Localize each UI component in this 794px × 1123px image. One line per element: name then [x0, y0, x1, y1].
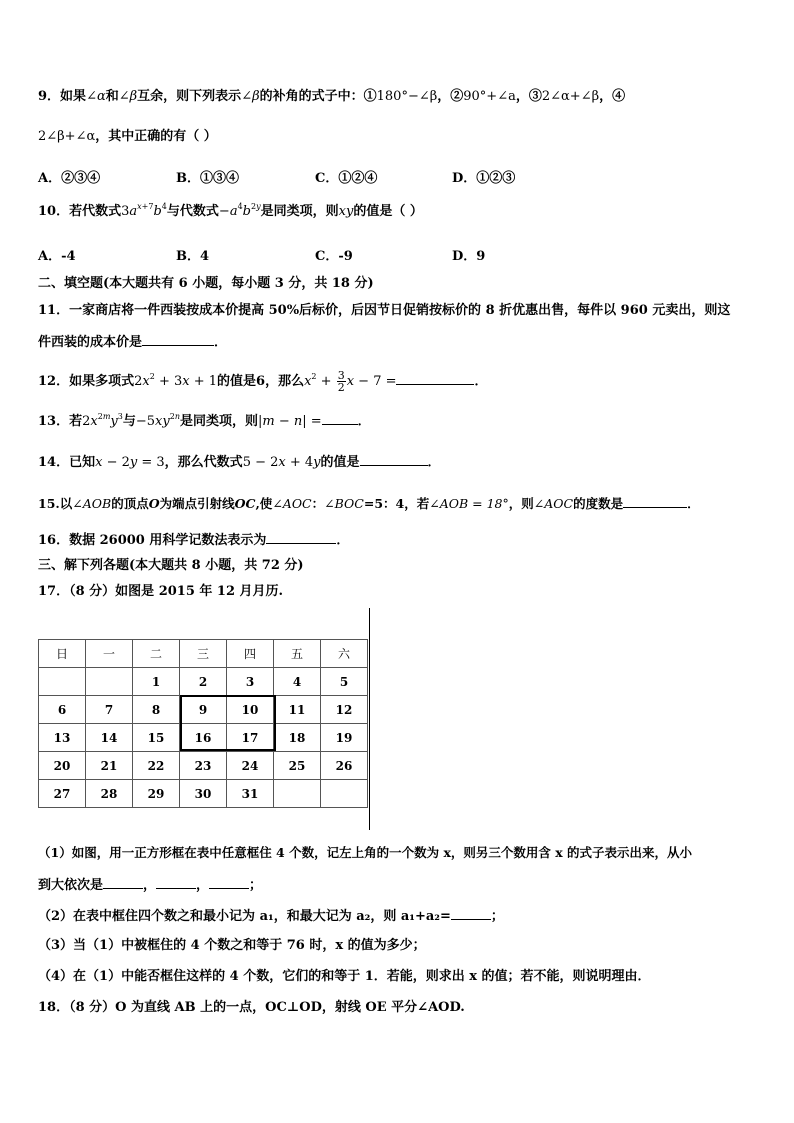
- calendar-cell: 8: [133, 696, 180, 724]
- calendar-cell: 31: [227, 780, 274, 808]
- answer-blank[interactable]: [451, 906, 491, 920]
- calendar-cell: 17: [227, 724, 274, 752]
- text: 13．若: [38, 414, 83, 429]
- section-2-heading: 二、填空题(本大题共有 6 小题，每小题 3 分，共 18 分): [38, 276, 374, 291]
- calendar-cell: 20: [39, 752, 86, 780]
- text: ，③: [515, 89, 542, 104]
- text: （2）在表中框住四个数之和最小记为 a₁，和最大记为 a₂，则 a₁+a₂=: [38, 909, 451, 924]
- calendar-cell: 27: [39, 780, 86, 808]
- answer-blank[interactable]: [623, 494, 687, 508]
- math: OC: [234, 496, 256, 511]
- q17-part3: （3）当（1）中被框住的 4 个数之和等于 76 时，x 的值为多少；: [38, 938, 426, 953]
- text: 与: [122, 414, 136, 429]
- text: 的顶点: [111, 496, 149, 511]
- calendar-cell: 29: [133, 780, 180, 808]
- calendar-cell: 21: [86, 752, 133, 780]
- text: 15.以: [38, 496, 73, 511]
- math-a4b2y: $-a^4b^{2y}$: [218, 202, 261, 219]
- calendar-cell: 3: [227, 668, 274, 696]
- calendar-cell: 16: [180, 724, 227, 752]
- text: 是同类项，则: [179, 414, 258, 429]
- math: 2∠α+∠β: [541, 89, 600, 104]
- math-expression: 5 − 2x + 4y: [242, 455, 321, 470]
- answer-blank[interactable]: [209, 875, 249, 889]
- text: 如果: [60, 89, 87, 104]
- calendar-row: [39, 752, 368, 780]
- answer-blank[interactable]: [103, 875, 143, 889]
- text: 14．已知: [38, 455, 96, 470]
- calendar-cell: 6: [39, 696, 86, 724]
- math-3a: $3a^{x+7}b^4$: [121, 202, 167, 219]
- calendar-cell: [39, 668, 86, 696]
- text: 12．如果多项式: [38, 374, 135, 389]
- math: 2∠β+∠α: [38, 129, 96, 144]
- answer-blank[interactable]: [322, 411, 358, 425]
- calendar-cell: 10: [227, 696, 274, 724]
- q17-title: 17．（8 分）如图是 2015 年 12 月月历.: [38, 584, 284, 599]
- q16-line: 16．数据 26000 用科学记数法表示为 ．: [38, 530, 349, 550]
- calendar-cell: 15: [133, 724, 180, 752]
- text: ：: [311, 496, 325, 511]
- math-given: x − 2y = 3: [95, 455, 165, 470]
- calendar-cell: 5: [321, 668, 368, 696]
- math: 90°+∠a: [463, 89, 516, 104]
- calendar-header-row: [39, 640, 368, 668]
- text: ，那么代数式: [164, 455, 243, 470]
- q18-line: 18．（8 分）O 为直线 AB 上的一点，OC⊥OD，射线 OE 平分∠AOD.: [38, 1000, 465, 1015]
- weekday-header: 六: [321, 640, 368, 668]
- text: 件西装的成本价是: [38, 335, 143, 350]
- math-expression: $x^2$ + $\frac{3}{2}$ x − 7 =: [304, 369, 397, 394]
- q15-line: 15.以∠AOB的顶点O为端点引射线OC,使∠AOC：∠BOC=5：4，若∠AOB = 18°，则∠AOC的度数是 ．: [38, 496, 700, 511]
- weekday-header: 二: [133, 640, 180, 668]
- math: O: [148, 496, 160, 511]
- calendar-cell: 7: [86, 696, 133, 724]
- text: ，其中正确的有（ ）: [95, 129, 217, 144]
- text: ，②: [437, 89, 464, 104]
- math: ∠BOC: [324, 496, 364, 511]
- calendar-cell: 2: [180, 668, 227, 696]
- calendar-cell: 1: [133, 668, 180, 696]
- q9-number: 9．: [38, 89, 61, 104]
- weekday-header: 一: [86, 640, 133, 668]
- text: =5：4，若: [363, 496, 430, 511]
- q9-line2: [38, 128, 217, 146]
- weekday-header: 三: [180, 640, 227, 668]
- calendar-cell: 11: [274, 696, 321, 724]
- weekday-header: 日: [39, 640, 86, 668]
- section-3-heading: 三、解下列各题(本大题共 8 小题，共 72 分): [38, 558, 304, 573]
- math: ∠β: [118, 89, 138, 104]
- text: 互余，则下列表示: [137, 89, 242, 104]
- math-term1: $2x^{2m}y^3$: [82, 412, 123, 429]
- q13-line: 13．若$2x^{2m}y^3$与$-5xy^{2n}$是同类项，则|m − n| = ．: [38, 412, 371, 429]
- q9-option-d: D．①②③: [452, 171, 516, 186]
- calendar-cell: 22: [133, 752, 180, 780]
- math: ∠β: [241, 89, 260, 104]
- math-term2: $-5xy^{2n}$: [135, 412, 180, 429]
- q14-line: 14．已知x − 2y = 3，那么代数式5 − 2x + 4y的值是 ．: [38, 452, 441, 472]
- text: 是同类项，则: [260, 204, 339, 219]
- q10-line: [38, 203, 423, 221]
- q11-line1: 11．一家商店将一件西装按成本价提高 50%后标价，后因节日促销按标价的 8 折优惠出售，每件以 960 元卖出，则这: [38, 303, 731, 318]
- text: 若代数式: [69, 204, 122, 219]
- q9-option-a: A．②③④: [38, 171, 101, 186]
- text: 16．数据 26000 用科学记数法表示为: [38, 533, 267, 548]
- math: ∠AOC: [272, 496, 312, 511]
- text: 的值是6，那么: [217, 374, 305, 389]
- math: ∠AOB: [72, 496, 112, 511]
- q17-part2: （2）在表中框住四个数之和最小记为 a₁，和最大记为 a₂，则 a₁+a₂= ；: [38, 906, 504, 926]
- math-xy: xy: [338, 204, 354, 219]
- calendar-row: [39, 696, 368, 724]
- text: ，④: [599, 89, 626, 104]
- calendar-row: [39, 668, 368, 696]
- text: 到大依次是: [38, 878, 104, 893]
- text: 的值是: [320, 455, 360, 470]
- math: ∠AOB = 18°: [429, 496, 509, 511]
- answer-blank[interactable]: [360, 452, 428, 466]
- calendar-cell: [274, 780, 321, 808]
- q10-option-d: D．9: [452, 249, 486, 264]
- text: 为端点引射线: [159, 496, 235, 511]
- calendar-cell: [86, 668, 133, 696]
- answer-blank[interactable]: [266, 530, 336, 544]
- q17-part1-line2: 到大依次是 ， ， ；: [38, 875, 262, 895]
- calendar-cell: 28: [86, 780, 133, 808]
- q17-part4: （4）在（1）中能否框住这样的 4 个数，它们的和等于 1．若能，则求出 x 的值；若不能，则说明理由．: [38, 969, 651, 984]
- calendar-cell: 12: [321, 696, 368, 724]
- math-polynomial: $2x^2 + 3x + 1$: [134, 372, 218, 389]
- calendar-row: [39, 724, 368, 752]
- q9-option-b: B．①③④: [176, 171, 239, 186]
- calendar-cell: 23: [180, 752, 227, 780]
- calendar-cell: 24: [227, 752, 274, 780]
- calendar-table: [38, 639, 368, 808]
- text: 和: [105, 89, 119, 104]
- calendar-cell: 14: [86, 724, 133, 752]
- text: 的补角的式子中：①: [259, 89, 377, 104]
- answer-blank[interactable]: [156, 875, 196, 889]
- divider-line: [369, 608, 370, 830]
- answer-blank[interactable]: [396, 371, 474, 385]
- calendar-row: [39, 780, 368, 808]
- q10-option-b: B．4: [176, 249, 210, 264]
- calendar-cell: 4: [274, 668, 321, 696]
- calendar-cell: 13: [39, 724, 86, 752]
- answer-blank[interactable]: [142, 332, 214, 346]
- weekday-header: 四: [227, 640, 274, 668]
- q9-option-c: C．①②④: [315, 171, 378, 186]
- q17-part1-line1: （1）如图，用一正方形框在表中任意框住 4 个数，记左上角的一个数为 x，则另三个数用含 x 的式子表示出来，从小: [38, 845, 693, 860]
- math: ∠AOC: [533, 496, 574, 511]
- text: 的度数是: [573, 496, 624, 511]
- calendar-cell: 18: [274, 724, 321, 752]
- text: ,使: [255, 496, 273, 511]
- text: 与代数式: [166, 204, 219, 219]
- math: 180°−∠β: [376, 89, 438, 104]
- text: 的值是（ ）: [353, 204, 423, 219]
- q12-line: 12．如果多项式$2x^2 + 3x + 1$的值是6，那么$x^2$ + $\frac{3}{2}$ x − 7 = ．: [38, 369, 488, 394]
- math: ∠α: [86, 89, 106, 104]
- q10-option-c: C．-9: [315, 249, 353, 264]
- q9-line1: [38, 88, 625, 106]
- q11-line2: 件西装的成本价是 ．: [38, 332, 227, 352]
- weekday-header: 五: [274, 640, 321, 668]
- calendar-cell: 19: [321, 724, 368, 752]
- text: ，则: [508, 496, 534, 511]
- calendar-cell: 26: [321, 752, 368, 780]
- math-abs: |m − n| =: [258, 414, 322, 429]
- calendar-cell: [321, 780, 368, 808]
- q10-option-a: A．-4: [38, 249, 76, 264]
- q10-number: 10．: [38, 204, 70, 219]
- calendar-cell: 30: [180, 780, 227, 808]
- calendar-cell: 9: [180, 696, 227, 724]
- calendar-cell: 25: [274, 752, 321, 780]
